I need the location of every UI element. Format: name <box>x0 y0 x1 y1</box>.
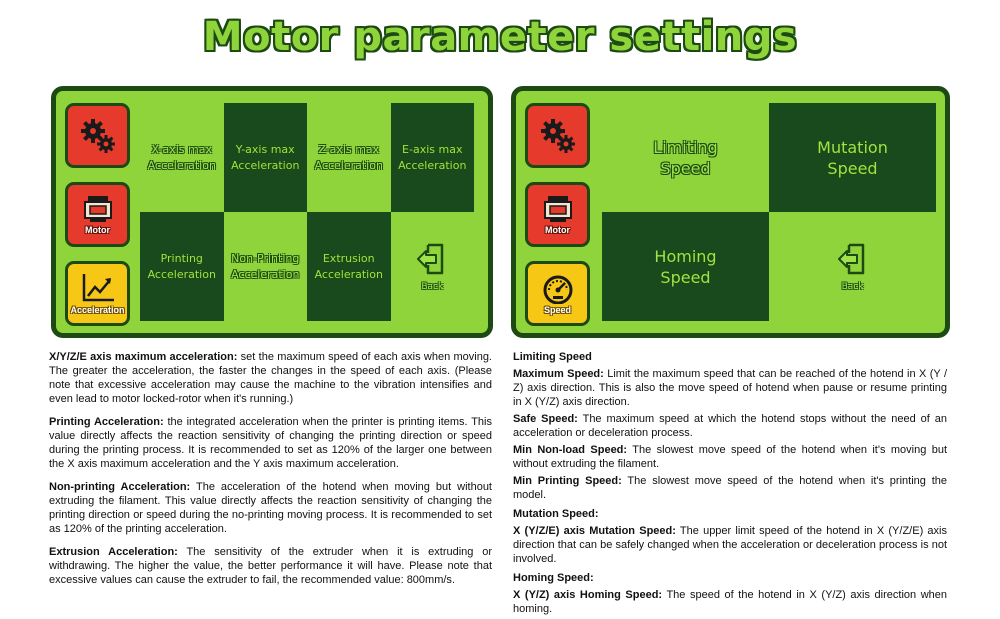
tile-label-line1: Non-Printing <box>231 251 300 265</box>
desc-heading: X/Y/Z/E axis maximum acceleration: <box>49 351 238 363</box>
tile-label-line2: Acceleration <box>314 267 383 281</box>
speed-button-label: Speed <box>543 305 571 315</box>
desc-body: The maximum speed at which the hotend stops without the need of an acceleration or deceleration process. <box>513 413 947 439</box>
desc-heading: Min Non-load Speed: <box>513 444 628 456</box>
back-label: Back <box>421 281 444 292</box>
back-icon <box>416 241 448 277</box>
tile-printing-acceleration[interactable] <box>140 212 224 321</box>
desc-axis-mutation-speed <box>513 524 947 566</box>
motor-button[interactable] <box>65 182 130 247</box>
motor-button-label: Motor <box>545 225 570 235</box>
desc-safe-speed <box>513 412 947 440</box>
back-button[interactable] <box>391 212 475 321</box>
acceleration-button-label: Acceleration <box>70 305 125 315</box>
back-button[interactable] <box>769 212 936 321</box>
section-heading-limiting-speed: Limiting Speed <box>513 351 592 363</box>
desc-body: The slowest move speed of the hotend when it's moving but without extruding the filament. <box>513 444 947 470</box>
section-heading-homing-speed: Homing Speed: <box>513 572 594 584</box>
desc-body: Limit the maximum speed that can be reached of the hotend in X (Y / Z) axis direction. This is also the move speed of hotend when pause or resume printing in X (Y/Z) axis direction. <box>513 368 948 408</box>
acceleration-chart-icon <box>80 272 116 304</box>
tile-label-line2: Acceleration <box>231 267 300 281</box>
speed-screen <box>511 86 950 338</box>
settings-button[interactable] <box>65 103 130 168</box>
tile-label-line2: Acceleration <box>398 158 467 172</box>
page-title: Motor parameter settings <box>202 14 798 60</box>
speedometer-icon <box>540 272 576 304</box>
desc-heading: Printing Acceleration: <box>49 416 164 428</box>
section-heading-mutation-speed: Mutation Speed: <box>513 508 599 520</box>
desc-body: the integrated acceleration when the printer is printing items. This value directly affects the reaction sensitivity of changing the printing direction or speed during the printing process. It is recommended to set as 120% of the larger one between the X axis maximum acceleration and the Y axis maximum acceleration. <box>49 416 492 470</box>
tile-y-axis-max-acceleration[interactable] <box>224 103 308 212</box>
tile-e-axis-max-acceleration[interactable] <box>391 103 475 212</box>
gears-icon <box>536 114 580 158</box>
tile-label-line2: Acceleration <box>231 158 300 172</box>
desc-body: The speed of the hotend in X (Y/Z) axis direction when homing. <box>513 589 947 615</box>
tile-label-line2: Speed <box>660 267 711 287</box>
desc-heading: Maximum Speed: <box>513 368 604 380</box>
acceleration-tile-grid <box>140 103 474 321</box>
tile-limiting-speed[interactable] <box>602 103 769 212</box>
tile-label-line2: Speed <box>827 158 878 178</box>
tile-label-line2: Speed <box>660 158 711 178</box>
tile-label-line2: Acceleration <box>147 267 216 281</box>
acceleration-button[interactable] <box>65 261 130 326</box>
tile-label-line1: Homing <box>654 246 717 266</box>
tile-label-line1: Printing <box>160 251 203 265</box>
desc-axis-homing-speed <box>513 588 947 616</box>
motor-button[interactable] <box>525 182 590 247</box>
desc-heading: X (Y/Z) axis Homing Speed: <box>513 589 663 601</box>
desc-heading: X (Y/Z/E) axis Mutation Speed: <box>513 525 676 537</box>
tile-extrusion-acceleration[interactable] <box>307 212 391 321</box>
tile-label-line1: E-axis max <box>402 142 463 156</box>
speed-button[interactable] <box>525 261 590 326</box>
desc-maximum-speed <box>513 367 947 409</box>
tile-label-line1: Limiting <box>653 137 718 157</box>
tile-x-axis-max-acceleration[interactable] <box>140 103 224 212</box>
tile-label-line1: Z-axis max <box>318 142 380 156</box>
tile-homing-speed[interactable] <box>602 212 769 321</box>
tile-mutation-speed[interactable] <box>769 103 936 212</box>
acceleration-screen <box>51 86 493 338</box>
gears-icon <box>76 114 120 158</box>
desc-body: The upper limit speed of the hotend in X (Y/Z/E) axis direction that can be safely changed when the acceleration or deceleration process is not involved. <box>513 525 947 565</box>
desc-heading: Non-printing Acceleration: <box>49 481 191 493</box>
tile-label-line1: Mutation <box>817 137 888 157</box>
back-icon <box>837 241 869 277</box>
tile-non-printing-acceleration[interactable] <box>224 212 308 321</box>
desc-min-printing-speed <box>513 474 947 502</box>
desc-body: The slowest move speed of the hotend when it's printing the model. <box>513 475 947 501</box>
desc-body: The sensitivity of the extruder when it is extruding or withdrawing. The higher the value, the better performance it will have. Please note that excessive values can cause the extruder to fail, the recommended value: 800mm/s. <box>49 546 492 586</box>
tile-label-line1: Extrusion <box>322 251 375 265</box>
settings-button[interactable] <box>525 103 590 168</box>
desc-body: The acceleration of the hotend when moving but without extruding the filament. This value directly affects the reaction sensitivity of changing the printing direction or speed during the no-printing moving process. It is recommended to set as 120% of the printing acceleration. <box>49 481 492 535</box>
motor-button-label: Motor <box>85 225 110 235</box>
desc-heading: Min Printing Speed: <box>513 475 622 487</box>
desc-axis-max-acceleration <box>49 350 492 406</box>
tile-label-line1: X-axis max <box>151 142 212 156</box>
desc-printing-acceleration <box>49 415 492 471</box>
back-label: Back <box>841 281 864 292</box>
speed-tile-grid <box>602 103 936 321</box>
desc-heading: Extrusion Acceleration: <box>49 546 178 558</box>
motor-icon <box>541 194 575 224</box>
motor-icon <box>81 194 115 224</box>
desc-non-printing-acceleration <box>49 480 492 536</box>
desc-extrusion-acceleration <box>49 545 492 587</box>
desc-heading: Safe Speed: <box>513 413 578 425</box>
tile-z-axis-max-acceleration[interactable] <box>307 103 391 212</box>
tile-label-line2: Acceleration <box>147 158 216 172</box>
speed-descriptions <box>513 350 947 619</box>
tile-label-line2: Acceleration <box>314 158 383 172</box>
desc-body: set the maximum speed of each axis when moving. The greater the acceleration, the faster the changes in the speed of each axis. (Please note that excessive acceleration may cause the machine to the vibration intensifies and even lead to motor locked-rotor when it's running.) <box>49 351 492 405</box>
acceleration-descriptions <box>49 350 492 596</box>
desc-min-non-load-speed <box>513 443 947 471</box>
tile-label-line1: Y-axis max <box>235 142 295 156</box>
